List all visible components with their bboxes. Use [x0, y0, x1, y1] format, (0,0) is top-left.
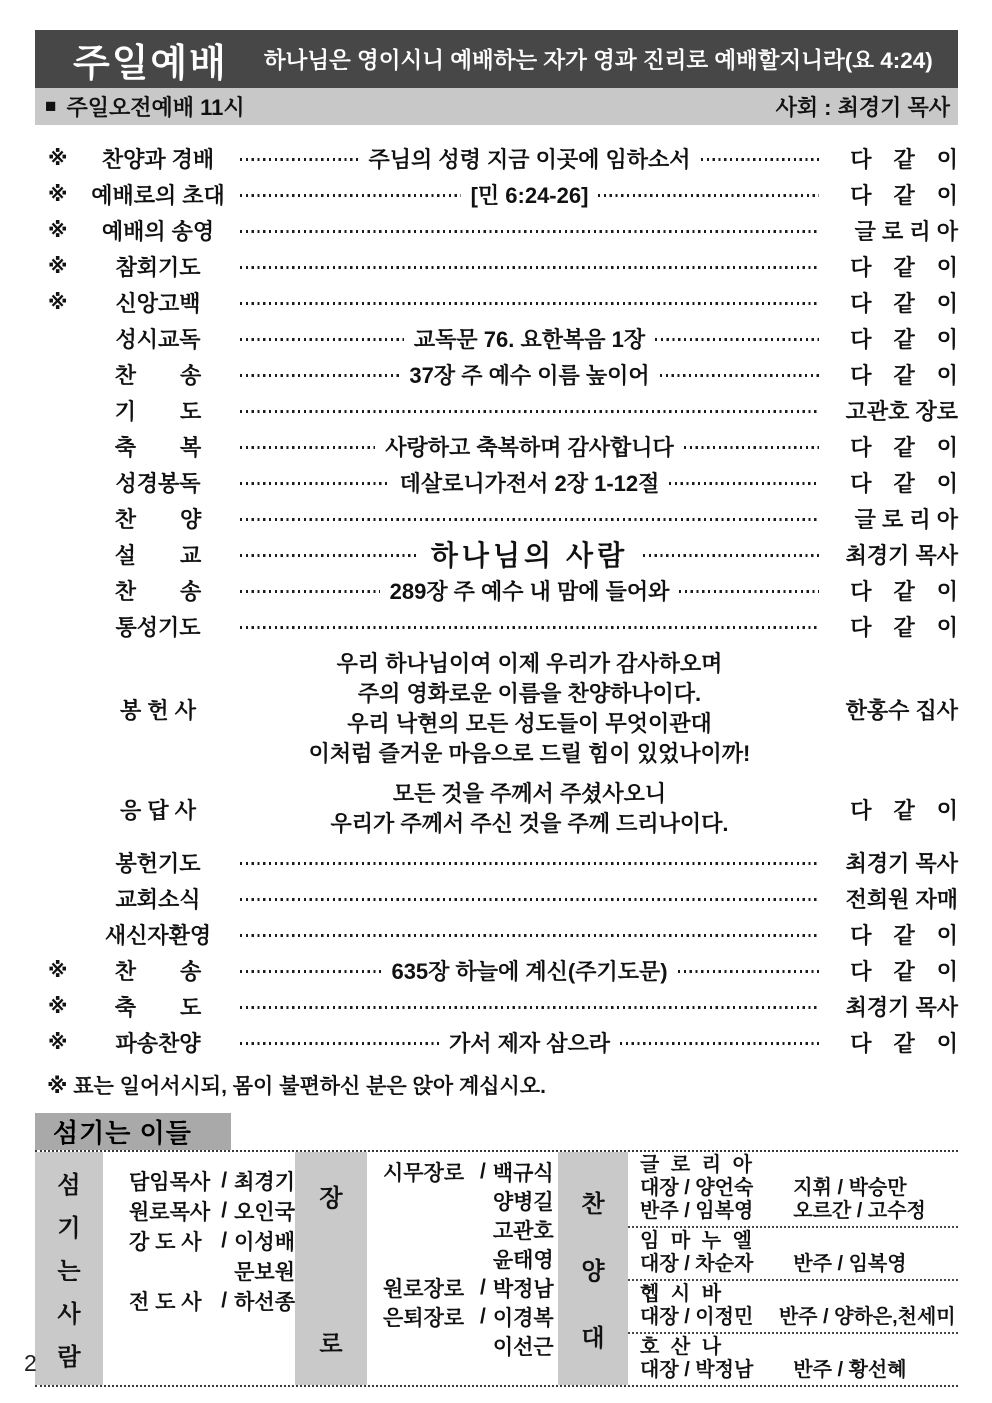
- item-label: 성시교독: [115, 326, 201, 352]
- star-mark: ※: [48, 959, 68, 982]
- dotted-leader: [240, 158, 359, 161]
- square-bullet-icon: ■: [45, 95, 57, 117]
- item-label: 봉 헌 사: [120, 697, 196, 723]
- servants-table: [35, 1150, 958, 1387]
- worship-row: [35, 608, 958, 644]
- elder-row: [383, 1215, 558, 1244]
- item-right: 다 같 이: [850, 614, 958, 640]
- dotted-leader: [240, 590, 380, 593]
- person-name: 이경복: [492, 1306, 554, 1330]
- item-label: 찬 양: [114, 506, 202, 532]
- dotted-leader: [240, 862, 819, 865]
- servants-section-title: 섬기는 이들: [35, 1113, 231, 1150]
- pastor-row: [129, 1166, 295, 1196]
- star-mark: ※: [48, 147, 68, 170]
- item-label: 교회소식: [115, 886, 201, 912]
- pastor-row: [129, 1196, 295, 1226]
- item-label: 축 복: [114, 434, 202, 460]
- presider-label: 사회 : 최경기 목사: [775, 95, 950, 120]
- item-label: 찬양과 경배: [101, 146, 215, 172]
- page-title: 주일예배: [73, 42, 228, 85]
- vertical-header-char: 기: [57, 1215, 81, 1242]
- elder-row: [383, 1244, 558, 1273]
- worship-row: [35, 916, 958, 952]
- item-center-line: 이처럼 즐거운 마음으로 드릴 힘이 있었나이까!: [308, 741, 751, 766]
- item-center: 하나님의 사람: [430, 541, 629, 572]
- dotted-leader: [620, 1042, 819, 1045]
- choir-block: [628, 1228, 958, 1281]
- dotted-leader: [678, 970, 819, 973]
- dotted-leader: [240, 446, 375, 449]
- worship-list: [35, 140, 958, 1060]
- role-label: 전 도 사: [129, 1291, 202, 1314]
- item-label: 찬 송: [114, 958, 202, 984]
- item-center: 사랑하고 축복하며 감사합니다: [385, 434, 674, 460]
- worship-row: [35, 500, 958, 536]
- item-right: 다 같 이: [850, 958, 959, 984]
- item-right: 다 같 이: [850, 146, 959, 172]
- person-name: 최경기: [234, 1171, 295, 1194]
- item-label: 축 도: [114, 994, 202, 1020]
- column-header-choir: [558, 1152, 628, 1385]
- item-right: 글 로 리 아: [854, 218, 958, 244]
- item-center: 교독문 76. 요한복음 1장: [413, 326, 646, 352]
- dotted-leader: [701, 158, 820, 161]
- dotted-leader: [655, 338, 819, 341]
- item-right: 다 같 이: [850, 326, 959, 352]
- choir-name: 임 마 누 엘: [640, 1230, 755, 1252]
- worship-row: [35, 248, 958, 284]
- dotted-leader: [240, 410, 819, 413]
- elder-row: [383, 1302, 558, 1331]
- vertical-header-char: 람: [57, 1344, 81, 1371]
- dotted-leader: [598, 194, 819, 197]
- item-right: 다 같 이: [850, 182, 959, 208]
- item-label: 통성기도: [115, 614, 201, 640]
- person-name: 윤태영: [492, 1248, 554, 1272]
- role-label: 시무장로: [383, 1161, 465, 1185]
- item-label: 설 교: [114, 542, 202, 568]
- worship-row: [35, 392, 958, 428]
- star-mark: ※: [48, 995, 68, 1018]
- pastor-row: [129, 1256, 295, 1286]
- worship-row: [35, 464, 958, 500]
- service-time-label: 주일오전예배 11시: [66, 95, 245, 120]
- item-label: 신앙고백: [115, 290, 201, 316]
- role-label: 원로장로: [383, 1277, 465, 1301]
- dotted-leader: [240, 898, 819, 901]
- slash-separator: /: [480, 1304, 486, 1328]
- item-right: 다 같 이: [850, 922, 958, 948]
- item-center-lines: [233, 779, 826, 839]
- worship-row: [35, 320, 958, 356]
- item-right: 전희원 자매: [845, 886, 958, 912]
- item-center-line: 우리가 주께서 주신 것을 주께 드리나이다.: [330, 811, 729, 836]
- worship-row: [35, 844, 958, 880]
- item-right: 다 같 이: [850, 470, 959, 496]
- worship-row: [35, 988, 958, 1024]
- slash-separator: /: [221, 1169, 228, 1192]
- elder-row: [383, 1331, 558, 1360]
- choir-staff-line: 반주 / 임복영 오르간 / 고수정: [640, 1200, 926, 1222]
- header-verse: 하나님은 영이시니 예배하는 자가 영과 진리로 예배할지니라(요 4:24): [263, 48, 933, 73]
- choir-block: [628, 1152, 958, 1228]
- dotted-leader: [240, 1006, 819, 1009]
- star-mark: ※: [48, 183, 68, 206]
- role-label: 원로목사: [129, 1201, 211, 1224]
- person-name: 이선근: [492, 1335, 554, 1359]
- choir-staff-line: 대장 / 차순자 반주 / 임복영: [640, 1253, 907, 1275]
- dotted-leader: [684, 446, 819, 449]
- worship-row: [35, 284, 958, 320]
- item-label: 찬 송: [114, 362, 202, 388]
- column-header-elders: [295, 1152, 367, 1385]
- standing-note: ※ 표는 일어서시되, 몸이 불편하신 분은 앉아 계십시오.: [47, 1075, 546, 1098]
- page-number: 2: [24, 1350, 37, 1376]
- vertical-header-char: 대: [581, 1325, 605, 1352]
- worship-row: [35, 140, 958, 176]
- dotted-leader: [240, 970, 381, 973]
- item-right: 최경기 목사: [845, 994, 958, 1020]
- dotted-leader: [240, 338, 404, 341]
- item-center-line: 모든 것을 주께서 주셨사오니: [392, 781, 667, 806]
- item-right: 글 로 리 아: [854, 506, 958, 532]
- dotted-leader: [240, 266, 819, 269]
- choir-name: 헵 시 바: [640, 1283, 725, 1305]
- choirs-column: [628, 1152, 958, 1385]
- elder-row: [383, 1157, 558, 1186]
- item-label: 참회기도: [115, 254, 201, 280]
- person-name: 박정남: [492, 1277, 554, 1301]
- item-right: 다 같 이: [850, 362, 959, 388]
- item-center: [민 6:24-26]: [470, 182, 589, 208]
- person-name: 백규식: [492, 1161, 554, 1185]
- pastors-column: [103, 1152, 295, 1385]
- item-label: 기 도: [114, 398, 202, 424]
- dotted-leader: [240, 482, 390, 485]
- choir-name: 글 로 리 아: [640, 1154, 755, 1176]
- worship-row: [35, 428, 958, 464]
- item-center-line: 우리 하나님이여 이제 우리가 감사하오며: [336, 651, 723, 676]
- pastor-row: [129, 1226, 295, 1256]
- choir-name: 호 산 나: [640, 1336, 725, 1358]
- item-right: 다 같 이: [850, 254, 958, 280]
- slash-separator: /: [221, 1199, 228, 1222]
- slash-separator: /: [480, 1275, 486, 1299]
- item-label: 성경봉독: [115, 470, 201, 496]
- pastor-row: [129, 1286, 295, 1316]
- person-name: 하선종: [234, 1291, 295, 1314]
- person-name: 오인국: [234, 1201, 295, 1224]
- slash-separator: /: [221, 1289, 228, 1312]
- star-mark: ※: [48, 291, 68, 314]
- worship-row: [35, 356, 958, 392]
- role-label: 담임목사: [129, 1171, 211, 1194]
- header-bar: [35, 30, 958, 88]
- dotted-leader: [240, 230, 819, 233]
- dotted-leader: [240, 302, 819, 305]
- item-center: 주님의 성령 지금 이곳에 임하소서: [368, 146, 691, 172]
- person-name: 문보원: [234, 1261, 295, 1284]
- column-header-people: [35, 1152, 103, 1385]
- dotted-leader: [240, 518, 819, 521]
- item-right: 최경기 목사: [845, 542, 959, 568]
- worship-row: [35, 644, 958, 774]
- elder-row: [383, 1186, 558, 1215]
- subheader-bar: [35, 88, 958, 125]
- worship-row: [35, 536, 958, 572]
- choir-block: [628, 1281, 958, 1334]
- item-right: 한홍수 집사: [845, 697, 958, 723]
- worship-row: [35, 774, 958, 844]
- worship-row: [35, 880, 958, 916]
- worship-row: [35, 1024, 958, 1060]
- elder-row: [383, 1273, 558, 1302]
- elders-column: [367, 1152, 558, 1385]
- item-label: 새신자환영: [104, 922, 212, 948]
- dotted-leader: [679, 590, 819, 593]
- item-right: 다 같 이: [850, 797, 958, 823]
- item-right: 최경기 목사: [845, 850, 958, 876]
- star-mark: ※: [48, 219, 68, 242]
- item-center-line: 우리 낙현의 모든 성도들이 무엇이관대: [347, 711, 712, 736]
- role-label: 은퇴장로: [383, 1306, 465, 1330]
- choir-staff-line: 대장 / 양언숙 지휘 / 박승만: [640, 1177, 907, 1199]
- item-label: 예배의 송영: [101, 218, 215, 244]
- item-center: 가서 제자 삼으라: [449, 1030, 610, 1056]
- star-mark: ※: [48, 255, 68, 278]
- star-mark: ※: [48, 1031, 68, 1054]
- worship-row: [35, 952, 958, 988]
- person-name: 고관호: [492, 1219, 554, 1243]
- choir-staff-line: 대장 / 박정남 반주 / 황선혜: [640, 1359, 907, 1381]
- role-label: 강 도 사: [129, 1231, 202, 1254]
- vertical-header-char: 섬: [57, 1172, 81, 1199]
- dotted-leader: [660, 374, 819, 377]
- item-center: 37장 주 예수 이름 높이어: [409, 362, 650, 388]
- item-right: 다 같 이: [850, 434, 959, 460]
- dotted-leader: [240, 554, 416, 557]
- worship-row: [35, 176, 958, 212]
- worship-row: [35, 572, 958, 608]
- person-name: 이성배: [234, 1231, 295, 1254]
- item-center-lines: [233, 649, 826, 769]
- slash-separator: /: [221, 1229, 228, 1252]
- worship-row: [35, 212, 958, 248]
- choir-block: [628, 1334, 958, 1385]
- vertical-header-char: 양: [581, 1258, 605, 1285]
- item-center: 289장 주 예수 내 맘에 들어와: [389, 578, 670, 604]
- vertical-header-char: 는: [57, 1258, 81, 1285]
- item-label: 응 답 사: [120, 797, 196, 823]
- item-right: 다 같 이: [850, 290, 958, 316]
- vertical-header-char: 찬: [581, 1191, 605, 1218]
- vertical-header-char: 사: [57, 1301, 81, 1328]
- item-center: 635장 하늘에 계신(주기도문): [391, 958, 668, 984]
- item-center-line: 주의 영화로운 이름을 찬양하나이다.: [357, 681, 702, 706]
- dotted-leader: [240, 1042, 439, 1045]
- item-label: 예배로의 초대: [91, 182, 225, 208]
- dotted-leader: [643, 554, 819, 557]
- person-name: 양병길: [492, 1190, 554, 1214]
- item-right: 다 같 이: [850, 1030, 958, 1056]
- vertical-header-char: 로: [319, 1331, 343, 1358]
- item-right: 고관호 장로: [845, 398, 958, 424]
- slash-separator: /: [480, 1159, 486, 1183]
- dotted-leader: [240, 626, 819, 629]
- item-label: 봉헌기도: [115, 850, 201, 876]
- choir-staff-line: 대장 / 이정민 반주 / 양하은,천세미: [640, 1306, 956, 1328]
- item-center: 데살로니가전서 2장 1-12절: [399, 470, 660, 496]
- vertical-header-char: 장: [319, 1185, 343, 1212]
- dotted-leader: [669, 482, 819, 485]
- item-right: 다 같 이: [850, 578, 959, 604]
- dotted-leader: [240, 374, 399, 377]
- dotted-leader: [240, 194, 461, 197]
- item-label: 파송찬양: [115, 1030, 201, 1056]
- dotted-leader: [240, 934, 819, 937]
- item-label: 찬 송: [114, 578, 202, 604]
